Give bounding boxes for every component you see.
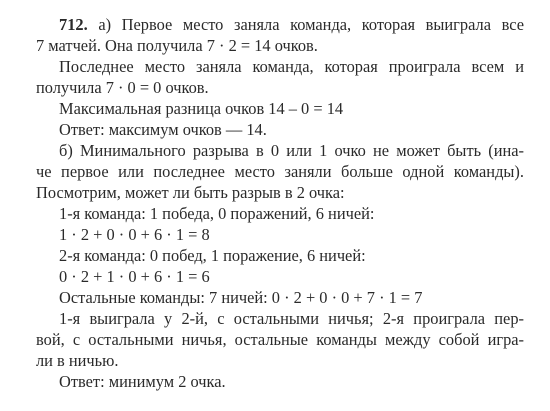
problem-first-line	[59, 14, 524, 35]
text-line: че первое или последнее место заняли больше одной команды).	[36, 162, 524, 181]
text-line: ли в ничью.	[36, 351, 119, 370]
text-line: 2-я команда: 0 побед, 1 поражение, 6 ничей:	[59, 246, 366, 265]
formula-line: 1 · 2 + 0 · 0 + 6 · 1 = 8	[59, 225, 210, 244]
text-line: Максимальная разница очков 14 – 0 = 14	[59, 99, 344, 118]
text-line: а) Первое место заняла команда, которая выиграла все	[98, 15, 524, 34]
answer-line: Ответ: максимум очков — 14.	[59, 120, 267, 139]
text-line: Посмотрим, может ли быть разрыв в 2 очка:	[36, 183, 345, 202]
text-line: 1-я команда: 1 победа, 0 поражений, 6 ничей:	[59, 204, 375, 223]
text-line: Последнее место заняла команда, которая проиграла всем и	[59, 57, 524, 76]
problem-number: 712.	[59, 15, 88, 34]
text-line: Остальные команды: 7 ничей: 0 · 2 + 0 · 0 + 7 · 1 = 7	[59, 288, 423, 307]
text-line: 1-я выиграла у 2-й, с остальными ничья; 2-я проиграла пер-	[59, 309, 524, 328]
text-line: 7 матчей. Она получила 7 · 2 = 14 очков.	[36, 36, 318, 55]
text-line: вой, с остальными ничья, остальные команды между собой игра-	[36, 330, 524, 349]
text-line: б) Минимального разрыва в 0 или 1 очко не может быть (ина-	[59, 141, 524, 160]
text-line: получила 7 · 0 = 0 очков.	[36, 78, 209, 97]
formula-line: 0 · 2 + 1 · 0 + 6 · 1 = 6	[59, 267, 210, 286]
answer-line: Ответ: минимум 2 очка.	[59, 372, 226, 391]
